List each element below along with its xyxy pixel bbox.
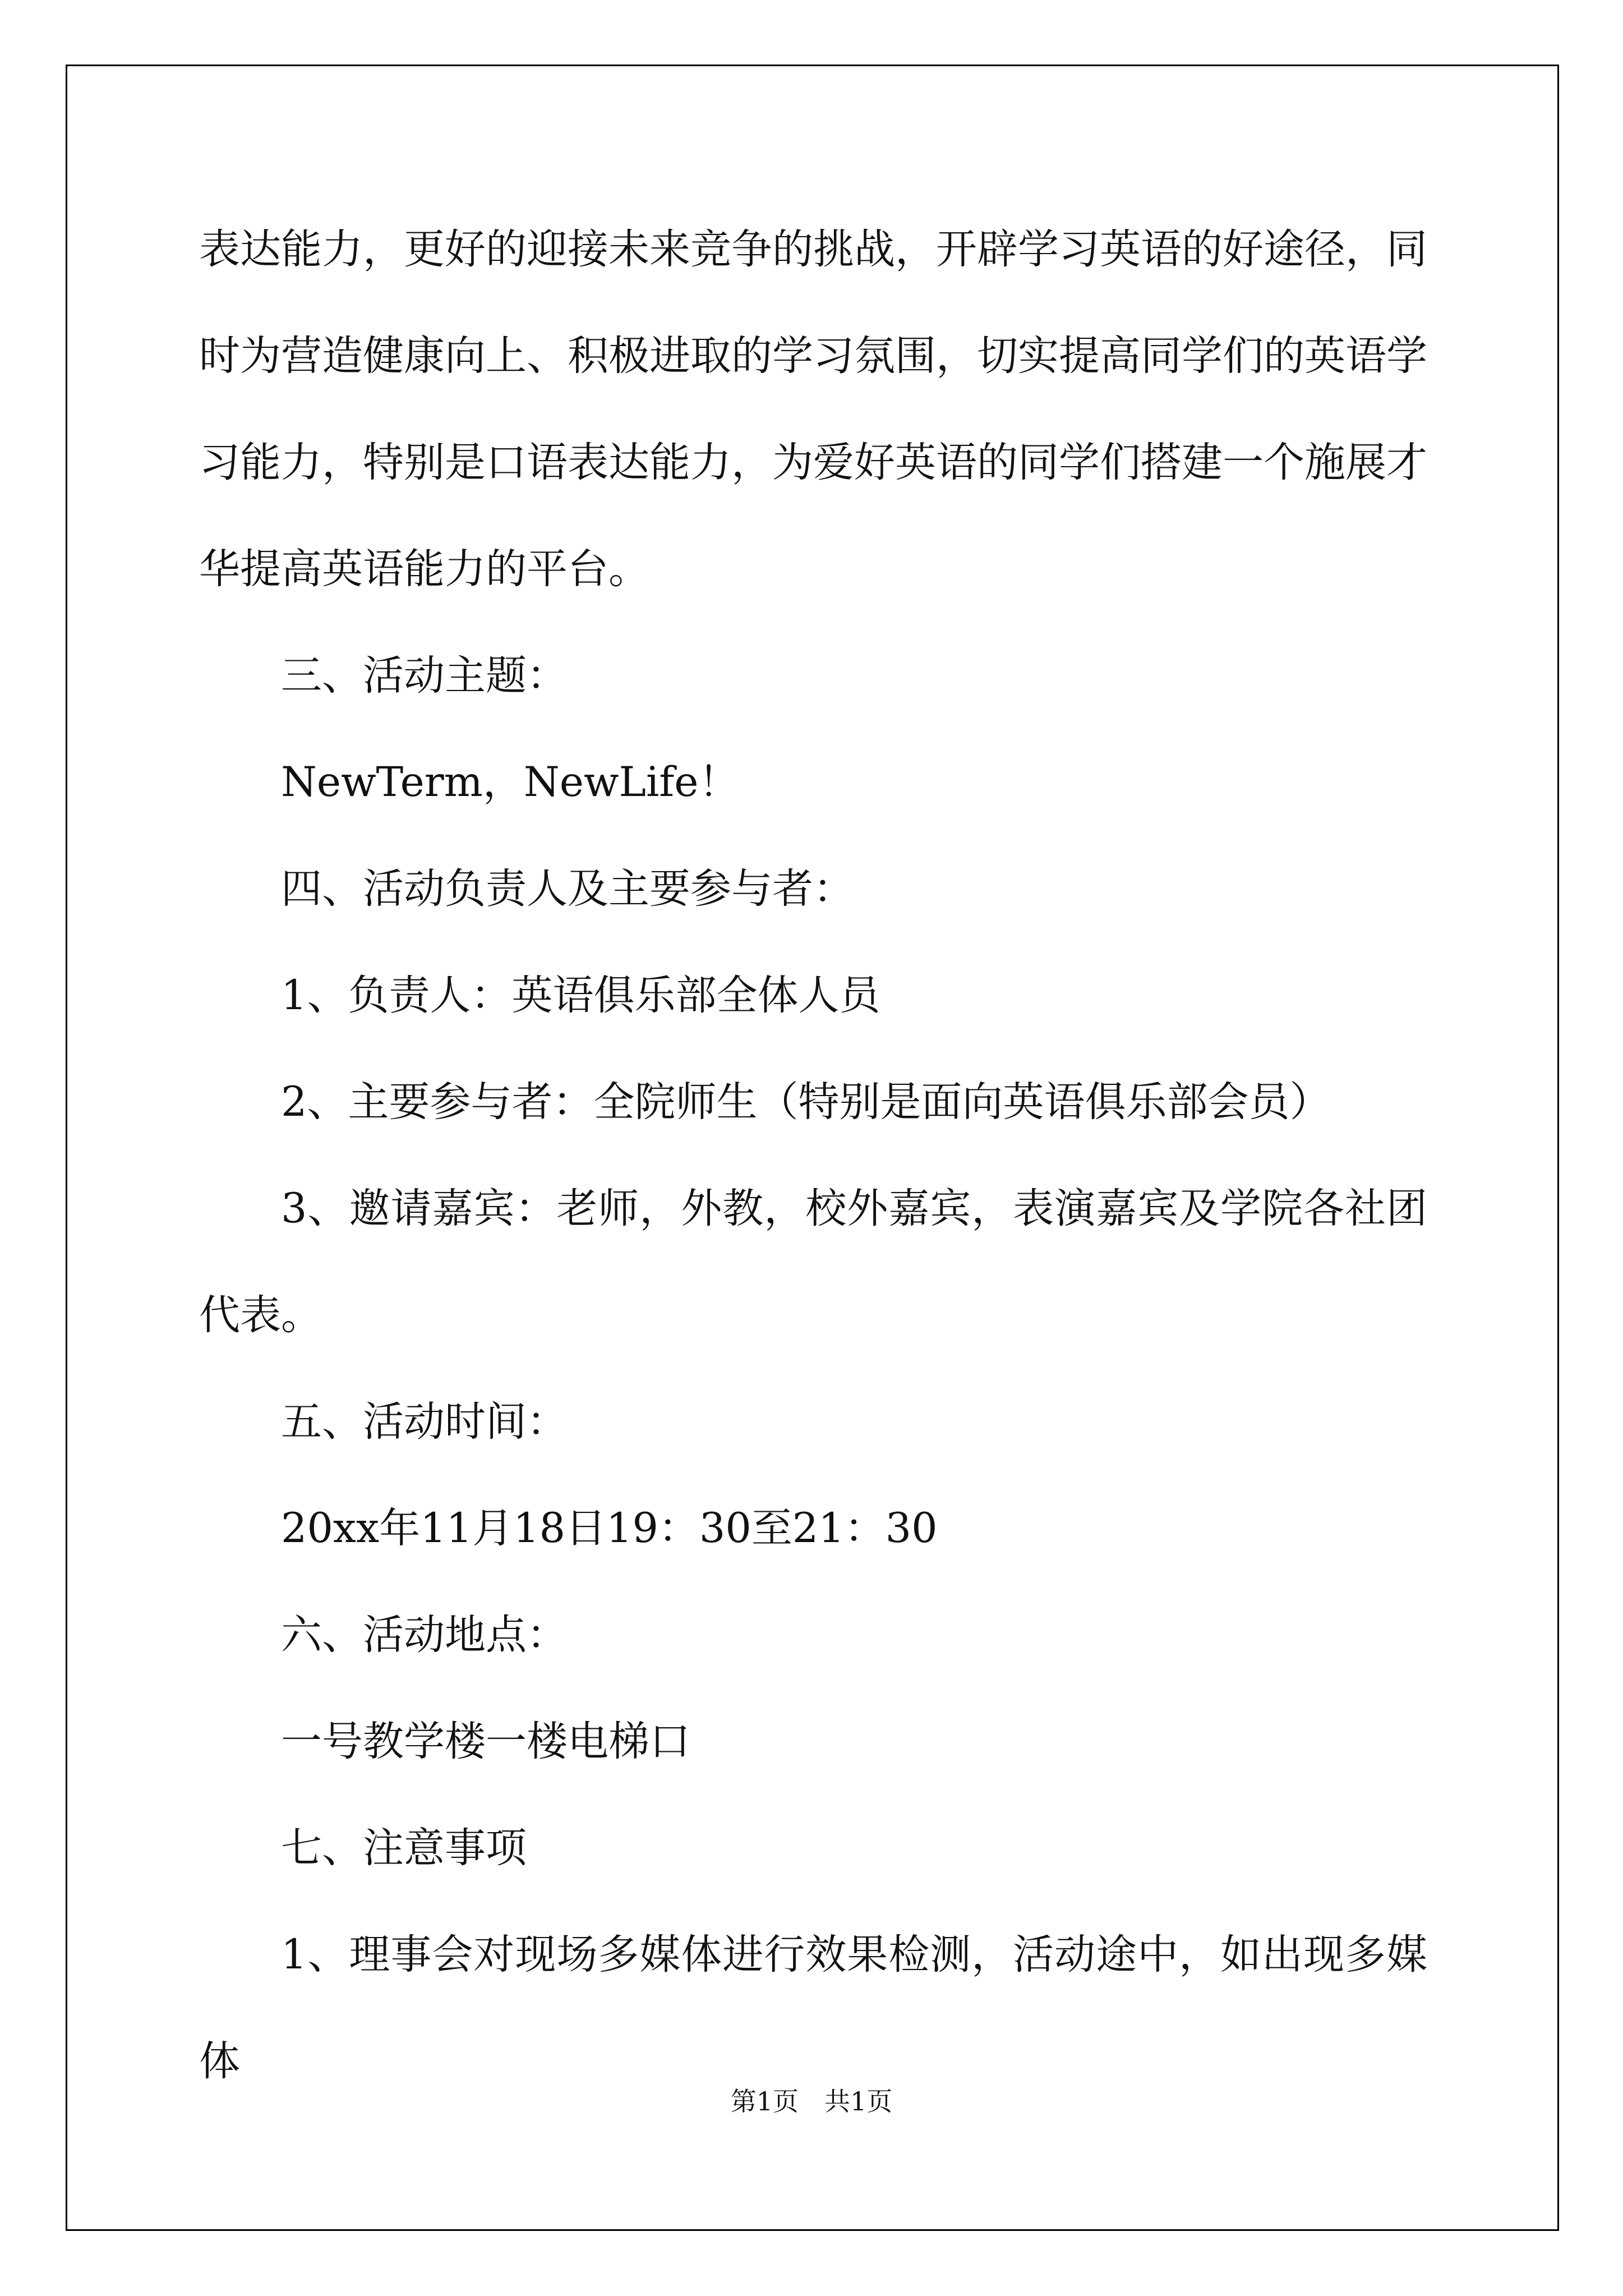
page-footer [0,2081,1623,2118]
section-heading-theme: 三、活动主题： [281,652,568,700]
theme-text: NewTerm，NewLife！ [281,758,740,806]
list-item-guests: 3、邀请嘉宾：老师，外教，校外嘉宾，表演嘉宾及学院各社团代表。 [199,1185,1427,1339]
page-number: 第1页 [730,2086,799,2116]
list-item-note-1: 1、理事会对现场多媒体进行效果检测，活动途中，如出现多媒体 [199,1931,1427,2085]
paragraph-intro-continued: 表达能力，更好的迎接未来竞争的挑战，开辟学习英语的好途径，同时为营造健康向上、积极进取的学习氛围，切实提高同学们的英语学习能力，特别是口语表达能力，为爱好英语的同学们搭建一个施展才华提高英语能力的平台。 [199,226,1427,593]
section-heading-time: 五、活动时间： [281,1398,568,1446]
event-location-text: 一号教学楼一楼电梯口 [281,1718,690,1765]
section-heading-participants: 四、活动负责人及主要参与者： [281,865,854,913]
list-item-participants: 2、主要参与者：全院师生（特别是面向英语俱乐部会员） [281,1078,1331,1126]
section-heading-notes: 七、注意事项 [281,1824,527,1872]
list-item-organizer: 1、负责人：英语俱乐部全体人员 [281,972,880,1019]
section-heading-location: 六、活动地点： [281,1611,568,1659]
page-total: 共1页 [824,2086,893,2116]
document-body [199,196,1427,2115]
event-time-text: 20xx年11月18日19：30至21：30 [281,1504,938,1552]
